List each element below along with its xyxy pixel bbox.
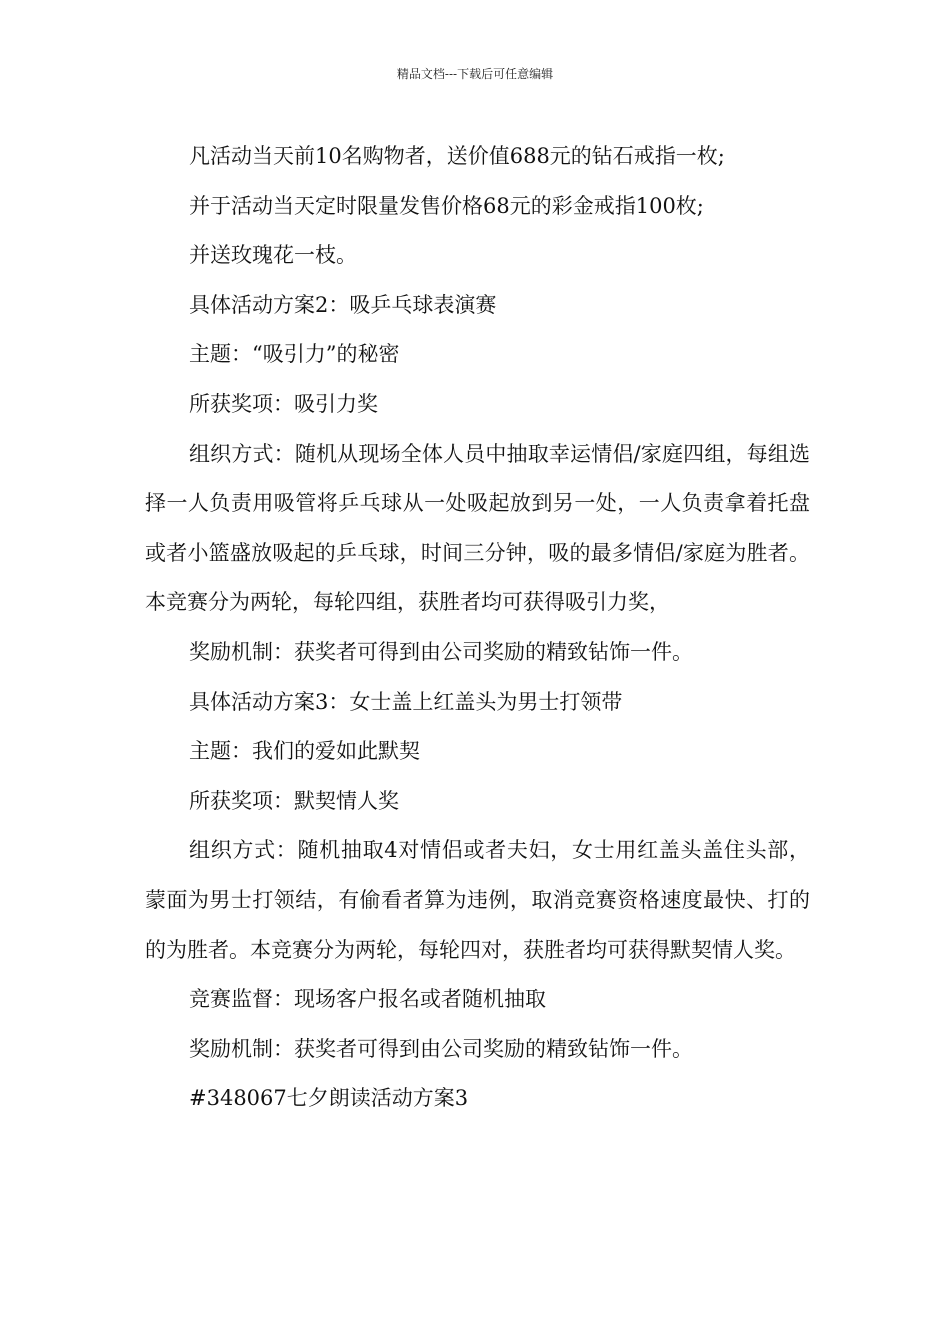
plan-3-organization: 组织方式：随机抽取4对情侣或者夫妇，女士用红盖头盖住头部，蒙面为男士打领结，有偷看者算为违例，取消竞赛资格速度最快、打的的为胜者。本竞赛分为两轮，每轮四对，获胜者均可获得默契情人奖。 <box>145 838 810 962</box>
plan-2-title: 具体活动方案2：吸乒乓球表演赛 <box>189 292 497 317</box>
plan-2-organization: 组织方式：随机从现场全体人员中抽取幸运情侣/家庭四组，每组选择一人负责用吸管将乒乓球从一处吸起放到另一处，一人负责拿着托盘或者小篮盛放吸起的乒乓球，时间三分钟，吸的最多情侣/家庭为胜者。本竞赛分为两轮，每轮四组，获胜者均可获得吸引力奖， <box>145 441 810 615</box>
paragraph-gift-diamond-ring: 凡活动当天前10名购物者，送价值688元的钻石戒指一枚; <box>189 144 725 168</box>
plan-3-supervision: 竞赛监督：现场客户报名或者随机抽取 <box>189 987 546 1012</box>
plan-2-theme: 主题：“吸引力”的秘密 <box>189 342 400 367</box>
plan-3-title: 具体活动方案3：女士盖上红盖头为男士打领带 <box>189 689 623 714</box>
document-body <box>145 132 810 1124</box>
plan-2-award: 所获奖项：吸引力奖 <box>189 391 378 416</box>
paragraph-limited-sale: 并于活动当天定时限量发售价格68元的彩金戒指100枚; <box>189 193 704 218</box>
plan-3-theme: 主题：我们的爱如此默契 <box>189 739 420 764</box>
paragraph-rose-gift: 并送玫瑰花一枝。 <box>189 243 357 268</box>
section-heading-reading-plan: #348067七夕朗读活动方案3 <box>189 1086 469 1111</box>
plan-3-reward: 奖励机制：获奖者可得到由公司奖励的精致钻饰一件。 <box>189 1036 693 1061</box>
plan-2-reward: 奖励机制：获奖者可得到由公司奖励的精致钻饰一件。 <box>189 639 693 664</box>
plan-3-award: 所获奖项：默契情人奖 <box>189 788 399 813</box>
page-header: 精品文档---下载后可任意编辑 <box>396 67 554 81</box>
